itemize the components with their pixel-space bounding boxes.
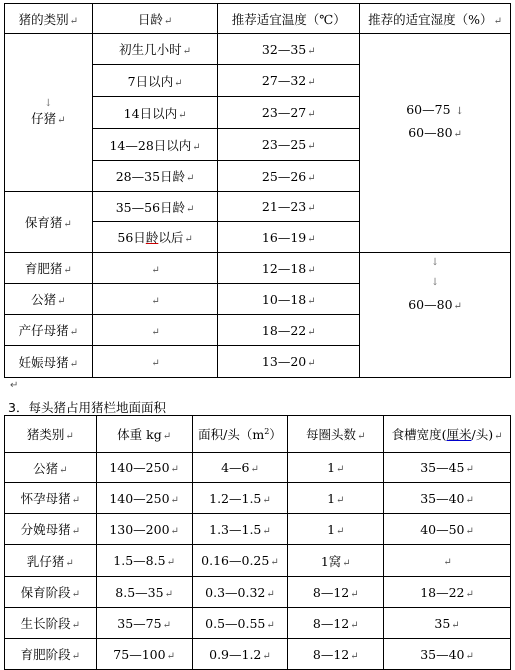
paragraph-mark: ↵	[493, 15, 502, 27]
table-header-row	[5, 416, 511, 453]
header-trough: 食槽宽度(厘米/头)↵	[384, 416, 511, 453]
table-cell	[92, 253, 218, 284]
paragraph-mark: ↵	[71, 620, 81, 631]
table-cell: 40—50↵	[384, 514, 511, 545]
table-cell: 1窝↵	[288, 545, 384, 577]
table-cell: 13—20↵	[218, 346, 360, 378]
paragraph-mark: ↵	[336, 525, 345, 537]
table-cell: 18—22↵	[384, 577, 511, 608]
table-cell: 14—28日以内↵	[92, 129, 218, 161]
table-cell: 8—12↵	[288, 608, 384, 639]
paragraph-mark: ↵	[10, 380, 19, 391]
header-humidity: 推荐的适宜湿度（%）↵	[360, 4, 511, 34]
paragraph-mark: ↵	[170, 494, 179, 506]
table-cell: 14日以内↵	[92, 97, 218, 129]
paragraph-mark: ↵	[164, 588, 173, 600]
table-cell: 56日龄以后↵	[92, 222, 218, 253]
down-arrow-icon: ↓	[44, 98, 53, 109]
table-row	[5, 483, 511, 514]
paragraph-mark: ↵	[69, 15, 79, 27]
paragraph-mark: ↵	[151, 295, 160, 307]
piglet-humidity-cell: 60—75 ↓ 60—80↵	[360, 34, 511, 253]
paragraph-mark: ↵	[465, 464, 474, 475]
paragraph-mark: ↵	[494, 431, 503, 442]
table-row	[5, 514, 511, 545]
table-cell: 16—19↵	[218, 222, 360, 253]
nursery-category-cell: 保育猪↵	[5, 192, 93, 253]
paragraph-mark: ↵	[307, 77, 316, 88]
paragraph-mark: ↵	[453, 129, 462, 140]
table-cell: 1↵	[288, 453, 384, 483]
table-cell: 1.3—1.5↵	[192, 514, 288, 545]
paragraph-mark: ↵	[71, 651, 81, 662]
paragraph-mark: ↵	[166, 557, 175, 568]
paragraph-mark: ↵	[170, 464, 179, 475]
header-age: 日龄↵	[92, 4, 218, 34]
paragraph-mark: ↵	[307, 172, 316, 184]
table-row	[5, 608, 511, 639]
header-weight: 体重 kg↵	[96, 416, 192, 453]
paragraph-mark: ↵	[184, 234, 193, 245]
table-cell: 35—40↵	[384, 639, 511, 670]
table-row	[5, 545, 511, 577]
table-header-row	[5, 4, 511, 34]
paragraph-mark: ↵	[69, 358, 79, 370]
table-cell: 25—26↵	[218, 161, 360, 192]
paragraph-mark: ↵	[307, 203, 316, 214]
table-cell: 7日以内↵	[92, 65, 218, 97]
down-arrow-icon: ↓	[430, 257, 440, 268]
paragraph-mark: ↵	[162, 619, 171, 631]
table-cell: 1.5—8.5↵	[96, 545, 192, 577]
paragraph-mark: ↵	[151, 326, 160, 338]
table-cell	[92, 315, 218, 346]
table-cell: 28—35日龄↵	[92, 161, 218, 192]
paragraph-mark: ↵	[453, 301, 462, 312]
table-row	[5, 453, 511, 483]
header-category: 猪类别↵	[5, 416, 97, 453]
table-cell: 35—56日龄↵	[92, 192, 218, 222]
paragraph-mark: ↵	[182, 46, 192, 57]
table-cell: 育肥猪↵	[5, 253, 93, 284]
table-cell: 10—18↵	[218, 284, 360, 315]
header-area: 面积/头$(m^2)$	[192, 416, 288, 453]
table-cell: 怀孕母猪↵	[5, 483, 97, 514]
paragraph-mark: ↵	[307, 45, 316, 57]
header-per-pen: 每圈头数↵	[288, 416, 384, 453]
table-cell: 4—6↵	[192, 453, 288, 483]
table-cell: 生长阶段↵	[5, 608, 97, 639]
table-cell: 12—18↵	[218, 253, 360, 284]
paragraph-mark: ↵	[307, 264, 316, 276]
table-cell: 140—250↵	[96, 453, 192, 483]
paragraph-mark: ↵	[350, 588, 359, 600]
table-cell: 8.5—35↵	[96, 577, 192, 608]
table-cell: 75—100↵	[96, 639, 192, 670]
table-cell: 产仔母猪↵	[5, 315, 93, 346]
paragraph-mark: ↵	[307, 109, 316, 120]
paragraph-mark: ↵	[151, 264, 160, 276]
table-cell: 23—25↵	[218, 129, 360, 161]
paragraph-mark: ↵	[250, 464, 259, 475]
paragraph-mark: ↵	[336, 464, 345, 475]
paragraph-mark: ↵	[307, 326, 316, 338]
paragraph-mark: ↵	[266, 619, 275, 631]
paragraph-mark: ↵	[166, 650, 175, 662]
paragraph-mark: ↵	[350, 650, 359, 662]
paragraph-mark: ↵	[465, 525, 474, 537]
paragraph-mark: ↵	[262, 494, 271, 506]
table-cell: 妊娠母猪↵	[5, 346, 93, 378]
paragraph-mark: ↵	[57, 296, 66, 307]
paragraph-mark: ↵	[443, 557, 452, 568]
paragraph-mark: ↵	[192, 141, 201, 153]
paragraph-mark: ↵	[266, 588, 275, 600]
header-category: 猪的类别↵	[5, 4, 93, 34]
table-cell: 35—45↵	[384, 453, 511, 483]
table-cell: 8—12↵	[288, 639, 384, 670]
table-cell: 27—32↵	[218, 65, 360, 97]
down-arrow-icon: ↓	[455, 106, 464, 117]
paragraph-mark: ↵	[451, 619, 460, 631]
down-arrow-icon: ↓	[430, 277, 440, 288]
paragraph-mark: ↵	[163, 15, 173, 27]
paragraph-mark: ↵	[270, 557, 279, 568]
table-cell: 0.16—0.25↵	[192, 545, 288, 577]
paragraph-mark: ↵	[186, 203, 195, 215]
temperature-humidity-table	[4, 3, 511, 378]
paragraph-mark: ↵	[63, 219, 72, 230]
table-cell: 8—12↵	[288, 577, 384, 608]
paragraph-mark: ↵	[59, 464, 68, 476]
paragraph-mark: ↵	[307, 141, 316, 152]
table-cell: 32—35↵	[218, 34, 360, 65]
table-cell: 保育阶段↵	[5, 577, 97, 608]
paragraph-mark: ↵	[262, 650, 271, 662]
header-temperature: 推荐适宜温度（℃）	[218, 4, 360, 34]
table-cell: 35↵	[384, 608, 511, 639]
paragraph-mark: ↵	[178, 109, 187, 121]
table-row	[5, 639, 511, 670]
table-cell: 0.3—0.32↵	[192, 577, 288, 608]
table-cell: 23—27↵	[218, 97, 360, 129]
paragraph-mark: ↵	[465, 494, 474, 506]
paragraph-mark: ↵	[357, 431, 366, 442]
paragraph-mark: ↵	[170, 525, 179, 537]
paragraph-mark: ↵	[350, 619, 359, 631]
table-cell: 130—200↵	[96, 514, 192, 545]
paragraph-mark: ↵	[262, 525, 271, 537]
table-row	[5, 34, 511, 65]
paragraph-mark: ↵	[336, 494, 345, 506]
paragraph-mark: ↵	[71, 526, 81, 537]
paragraph-mark: ↵	[342, 557, 351, 569]
paragraph-mark: ↵	[162, 431, 172, 442]
table-cell: 35—40↵	[384, 483, 511, 514]
table-cell: 育肥阶段↵	[5, 639, 97, 670]
paragraph-mark: ↵	[65, 431, 74, 442]
table-cell: 公猪↵	[5, 453, 97, 483]
paragraph-mark: ↵	[465, 650, 474, 662]
table-cell	[384, 545, 511, 577]
table-row	[5, 253, 511, 284]
paragraph-mark: ↵	[307, 295, 316, 307]
table-cell: 1↵	[288, 483, 384, 514]
table-cell: 35—75↵	[96, 608, 192, 639]
pen-area-table	[4, 415, 511, 670]
table-cell: 140—250↵	[96, 483, 192, 514]
paragraph-mark: ↵	[65, 557, 74, 569]
table-cell: 分娩母猪↵	[5, 514, 97, 545]
paragraph-mark: ↵	[71, 589, 81, 600]
table-cell: 公猪↵	[5, 284, 93, 315]
adult-humidity-cell: ↓ ↓ 60—80↵	[360, 253, 511, 378]
paragraph-mark: ↵	[174, 77, 183, 89]
paragraph-mark: ↵	[465, 588, 474, 600]
paragraph-mark: ↵	[151, 358, 160, 369]
section-title: 3．每头猪占用猪栏地面面积	[8, 400, 166, 415]
paragraph-mark: ↵	[186, 173, 195, 184]
paragraph-mark: ↵	[69, 327, 79, 338]
table-cell: 21—23↵	[218, 192, 360, 222]
piglet-category-cell: ↓ 仔猪↵	[5, 34, 93, 192]
table-cell: 乳仔猪↵	[5, 545, 97, 577]
table-cell: 0.9—1.2↵	[192, 639, 288, 670]
paragraph-mark: ↵	[307, 358, 316, 369]
table-cell	[92, 284, 218, 315]
paragraph-mark: ↵	[71, 495, 81, 506]
table-cell: 初生几小时↵	[92, 34, 218, 65]
table-cell: 1.2—1.5↵	[192, 483, 288, 514]
paragraph-mark: ↵	[63, 265, 72, 276]
paragraph-mark: ↵	[57, 115, 66, 126]
table-cell	[92, 346, 218, 378]
table-cell: 18—22↵	[218, 315, 360, 346]
table-cell: 0.5—0.55↵	[192, 608, 288, 639]
table-cell: 1↵	[288, 514, 384, 545]
table-row	[5, 577, 511, 608]
paragraph-mark: ↵	[307, 233, 316, 245]
